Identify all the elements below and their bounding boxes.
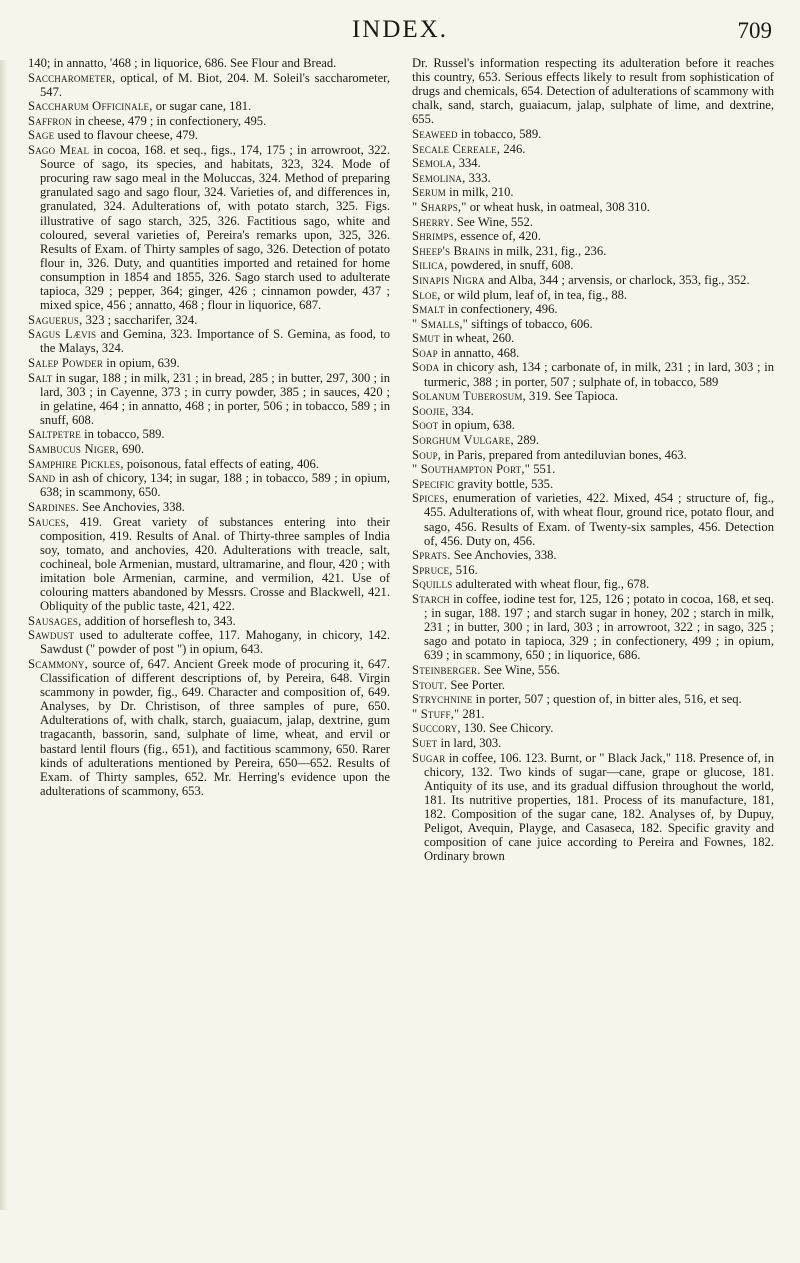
- index-entry-heading: Stout.: [412, 677, 448, 692]
- index-entry-heading: Scammony,: [28, 656, 88, 671]
- index-entry: [412, 331, 774, 345]
- index-column-left: [28, 56, 390, 798]
- index-entry-text: or sugar cane, 181.: [152, 99, 252, 114]
- index-entry-heading: Sardines.: [28, 499, 79, 514]
- index-entry-text: and Alba, 344 ; arvensis, or charlock, 353, fig., 352.: [484, 272, 750, 287]
- index-entry: [412, 258, 774, 272]
- index-entry: [28, 442, 390, 456]
- index-entry-heading: Sand: [28, 471, 56, 486]
- page-title: INDEX.: [351, 16, 448, 43]
- index-entry-text: source of, 647. Ancient Greek mode of procuring it, 647. Classification of different descriptions of, by Pereira, 648. Virgin scammony in powder, fig., 649. Character and composition of, 649. Analyses, by Dr. Christison, of three samples of pure, 650. Adulterations of, with chalk, starch, guaiacum, jalap, dextrine, gum tragacanth, bassorin, sand, sulphate of lime, wheat, and ervil or bastard lentil flours (fig., 651), and factitious scammony, 650. Rarer kinds of adulterations mentioned by Pereira, 650—652. Results of Exam. of Thirty samples, 652. Mr. Herring's evidence upon the adulterations of scammony, 653.: [40, 656, 390, 798]
- index-entry: [412, 692, 774, 706]
- index-entry-text: in ash of chicory, 134; in sugar, 188 ; in tobacco, 589 ; in opium, 638; in scammony, 650.: [40, 471, 390, 500]
- index-entry-heading: Sagus Lævis: [28, 327, 97, 342]
- index-entry-heading: Soap: [412, 345, 438, 360]
- index-entry-heading: Smut: [412, 331, 440, 346]
- index-entry: [412, 721, 774, 735]
- page-edge-shadow: [0, 60, 8, 1210]
- index-entry-text: enumeration of varieties, 422. Mixed, 454 ; structure of, fig., 455. Adulterations of, with wheat flour, ground rice, potato flour, and sago, 456. Results of Exam. of Twenty-six samples, 456. Detection of, 456. Duty on, 456.: [424, 491, 774, 548]
- index-entry-text: 551.: [530, 462, 556, 477]
- index-entry: [28, 114, 390, 128]
- index-entry-text: in milk, 231, fig., 236.: [490, 243, 607, 258]
- index-entry-text: in milk, 210.: [446, 185, 514, 200]
- index-entry: [412, 360, 774, 388]
- index-entry: [412, 171, 774, 185]
- index-entry-text: poisonous, fatal effects of eating, 406.: [123, 456, 319, 471]
- index-entry-heading: Sausages,: [28, 613, 82, 628]
- index-entry: [28, 313, 390, 327]
- index-entry-heading: Sambucus Niger,: [28, 442, 119, 457]
- index-entry-text: or wild plum, leaf of, in tea, fig., 88.: [440, 287, 628, 302]
- page-number: 709: [737, 18, 772, 43]
- index-entry: [412, 592, 774, 662]
- index-entry-heading: Saccharum Officinale,: [28, 99, 153, 114]
- index-entry-text: 419. Great variety of substances entering into their composition, 419. Results of Anal. of Thirty-three samples of India soy, tomato, and anchovies, 420. Adulterations with treacle, salt, cochineal, bole Armenian, mustard, ultramarine, and flour, 420 ; with imitation bole Armenian, carmine, and vermilion, 421. Use of colouring matters abandoned by Messrs. Crosse and Blackwell, 421. Obliquity of the public taste, 421, 422.: [40, 514, 390, 614]
- index-entry-text: or wheat husk, in oatmeal, 308 310.: [466, 199, 650, 214]
- index-entry: [412, 244, 774, 258]
- index-entry-text: in porter, 507 ; question of, in bitter ales, 516, et seq.: [472, 692, 742, 707]
- index-entry: [28, 614, 390, 628]
- index-entry: [28, 457, 390, 471]
- index-entry: [28, 71, 390, 99]
- index-entry: [28, 427, 390, 441]
- index-entry-text: in chicory ash, 134 ; carbonate of, in milk, 231 ; in lard, 303 ; in turmeric, 388 ; in porter, 507 ; sulphate of, in tobacco, 589: [424, 360, 774, 389]
- index-entry: [412, 156, 774, 170]
- index-entry-heading: Sawdust: [28, 628, 75, 643]
- index-entry-text: 334.: [455, 156, 481, 171]
- index-entry: [412, 229, 774, 243]
- index-entry: [412, 563, 774, 577]
- index-entry-text: in opium, 639.: [103, 355, 180, 370]
- index-entry-heading: Semolina,: [412, 170, 466, 185]
- index-entry-heading: Smalt: [412, 302, 445, 317]
- index-entry: [412, 663, 774, 677]
- index-entry: [412, 462, 774, 476]
- index-entry-text: in sugar, 188 ; in milk, 231 ; in bread, 285 ; in butter, 297, 300 ; in lard, 303 ; in Cayenne, 373 ; in curry powder, 385 ; in sauces, 420 ; in gelatine, 464 ; in annatto, 468 ; in porter, 506 ; in tobacco, 589 ; in snuff, 608.: [40, 370, 390, 427]
- index-entry: [412, 288, 774, 302]
- index-entry-heading: Sprats.: [412, 548, 451, 563]
- index-entry: [412, 185, 774, 199]
- index-entry-heading: Sorghum Vulgare,: [412, 432, 514, 447]
- index-entry: [412, 736, 774, 750]
- index-column-right: [412, 56, 774, 864]
- index-entry-heading: Salt: [28, 370, 53, 385]
- index-entry-heading: Salep Powder: [28, 355, 104, 370]
- index-entry-text: See Wine, 556.: [480, 662, 560, 677]
- index-entry-heading: Shrimps,: [412, 229, 458, 244]
- index-entry: [28, 356, 390, 370]
- index-entry-heading: Suet: [412, 735, 438, 750]
- index-entry-text: in tobacco, 589.: [457, 126, 542, 141]
- index-entry-heading: Steinberger.: [412, 662, 481, 677]
- index-entry-heading: Saltpetre: [28, 427, 81, 442]
- index-entry: [412, 491, 774, 547]
- index-entry: [28, 99, 390, 113]
- index-entry-heading: Starch: [412, 591, 450, 606]
- index-entry: [28, 500, 390, 514]
- index-entry-heading: Solanum Tuberosum,: [412, 389, 526, 404]
- index-entry-heading: Succory,: [412, 721, 461, 736]
- index-entry-text: in opium, 638.: [438, 418, 515, 433]
- index-entry-text: 334.: [448, 403, 474, 418]
- index-entry-heading: " Smalls,": [412, 316, 469, 331]
- index-entry-heading: Specific: [412, 476, 455, 491]
- index-entry-heading: Sinapis Nigra: [412, 272, 485, 287]
- index-entry-heading: Sugar: [412, 750, 446, 765]
- index-entry-text: addition of horseflesh to, 343.: [81, 613, 236, 628]
- index-entry-text: 130. See Chicory.: [460, 721, 554, 736]
- index-entry-text: used to flavour cheese, 479.: [54, 128, 199, 143]
- index-entry-heading: Soot: [412, 418, 439, 433]
- index-entry: [412, 389, 774, 403]
- index-entry-text: 246.: [500, 141, 526, 156]
- index-entry-heading: Saguerus,: [28, 312, 83, 327]
- index-entry-text: 281.: [459, 706, 485, 721]
- index-entry: [28, 143, 390, 312]
- index-entry: [412, 548, 774, 562]
- index-entry-heading: Saccharometer,: [28, 70, 116, 85]
- index-entry: [412, 215, 774, 229]
- index-entry: [412, 577, 774, 591]
- index-entry: [412, 477, 774, 491]
- index-entry-text: in wheat, 260.: [439, 331, 515, 346]
- index-entry: [412, 142, 774, 156]
- index-entry-heading: Semola,: [412, 156, 456, 171]
- index-entry: [412, 751, 774, 864]
- index-entry-heading: Soda: [412, 360, 440, 375]
- index-entry-text: in Paris, prepared from antediluvian bones, 463.: [441, 447, 687, 462]
- index-entry-text: in cocoa, 168. et seq., figs., 174, 175 ; in arrowroot, 322. Source of sago, its species, and habitats, 323, 324. Mode of procuring raw sago meal in the Moluccas, 324. Method of preparing granulated sago and sago flour, 324. Varieties of, and differences in, granulated, 324. Adulterations of, with potato starch, 325. Figs. illustrative of sago starch, 325, 326. Factitious sago, white and coloured, several varieties of, Pereira's remarks upon, 325, 326. Results of Exam. of Thirty samples of sago, 326. Detection of potato flour in, 326. Duty, and quantities imported and retained for home consumption in 1854 and 1855, 326. Sago starch used to adulterate tapioca, 329 ; pepper, 364; ginger, 426 ; cinnamon powder, 437 ; mixed spice, 456 ; annatto, 468 ; flour in liquorice, 687.: [40, 143, 390, 313]
- index-entry: [28, 657, 390, 798]
- index-entry-text: Dr. Russel's information respecting its adulteration before it reaches this country, 653. Serious effects likely to result from sophistication of drugs and chemicals, 654. Detection of adulterations of scammony with chalk, sand, starch, guaiacum, jalap, sulphate of lime, and dextrine, 655.: [412, 56, 774, 127]
- index-entry-text: gravity bottle, 535.: [454, 476, 554, 491]
- index-entry-text: 289.: [513, 432, 540, 447]
- index-entry-text: See Anchovies, 338.: [78, 499, 185, 514]
- index-entry: [412, 433, 774, 447]
- index-entry: [28, 471, 390, 499]
- index-entry: [412, 707, 774, 721]
- index-entry-text: in annatto, 468.: [437, 345, 520, 360]
- index-entry-text: in tobacco, 589.: [80, 427, 165, 442]
- index-entry: [412, 346, 774, 360]
- index-entry-heading: Silica,: [412, 258, 448, 273]
- index-entry-text: 140; in annatto, '468 ; in liquorice, 686. See Flour and Bread.: [28, 56, 337, 70]
- index-entry-text: in cheese, 479 ; in confectionery, 495.: [71, 113, 267, 128]
- index-entry-heading: Saffron: [28, 113, 72, 128]
- index-entry-heading: Squills: [412, 577, 453, 592]
- index-entry: [28, 371, 390, 427]
- index-entry-text: in coffee, 106. 123. Burnt, or " Black Jack," 118. Presence of, in chicory, 132. Two kinds of sugar—cane, grape or glucose, 181. Antiquity of its use, and its gradual diffusion throughout the world, 181. Its nutritive properties, 181. Process of its manufacture, 181, 182. Composition of the sugar cane, 182. Analyses of, by Dupuy, Peligot, Avequin, Playge, and Casaseca, 182. Specific gravity and composition of cane juice according to Pereira and Fownes, 182. Ordinary brown: [424, 750, 774, 864]
- index-entry-text: adulterated with wheat flour, fig., 678.: [452, 577, 650, 592]
- index-entry-text: 690.: [118, 442, 145, 457]
- index-entry-text: in lard, 303.: [437, 735, 502, 750]
- index-entry: [412, 317, 774, 331]
- index-entry-heading: " Stuff,": [412, 706, 460, 721]
- index-entry-heading: Sherry.: [412, 214, 454, 229]
- index-entry-heading: Sheep's Brains: [412, 243, 491, 258]
- index-entry-text: See Anchovies, 338.: [450, 548, 557, 563]
- index-entry: [28, 56, 390, 70]
- index-entry-text: optical, of M. Biot, 204. M. Soleil's saccharometer, 547.: [40, 70, 390, 99]
- index-entry: [412, 678, 774, 692]
- index-entry: [412, 404, 774, 418]
- index-entry-heading: Sage: [28, 128, 55, 143]
- index-entry-text: See Porter.: [447, 677, 505, 692]
- index-entry-heading: " Sharps,": [412, 199, 467, 214]
- index-entry: [28, 628, 390, 656]
- index-entry: [28, 515, 390, 614]
- index-entry-heading: Soup,: [412, 447, 442, 462]
- index-entry-heading: Samphire Pickles,: [28, 456, 124, 471]
- index-entry-text: 516.: [452, 562, 478, 577]
- index-entry: [28, 327, 390, 355]
- index-entry: [412, 302, 774, 316]
- index-entry-heading: Seaweed: [412, 126, 458, 141]
- index-entry: [412, 56, 774, 126]
- index-entry-heading: Sago Meal: [28, 143, 90, 158]
- index-entry-heading: Secale Cereale,: [412, 141, 501, 156]
- index-entry-heading: Sauces,: [28, 514, 70, 529]
- page-header: [20, 14, 780, 46]
- index-entry-heading: Spruce,: [412, 562, 453, 577]
- index-entry: [412, 418, 774, 432]
- index-entry-text: 333.: [465, 170, 491, 185]
- index-entry-text: used to adulterate coffee, 117. Mahogany, in chicory, 142. Sawdust (" powder of post ") in opium, 643.: [40, 628, 390, 657]
- index-entry: [412, 200, 774, 214]
- index-entry-text: 319. See Tapioca.: [525, 389, 619, 404]
- index-entry-text: siftings of tobacco, 606.: [468, 316, 593, 331]
- index-entry-text: essence of, 420.: [457, 229, 541, 244]
- index-entry-heading: Spices,: [412, 491, 449, 506]
- index-entry: [412, 273, 774, 287]
- index-entry-text: 323 ; saccharifer, 324.: [82, 312, 198, 327]
- index-entry: [412, 127, 774, 141]
- index-entry-text: in coffee, iodine test for, 125, 126 ; potato in cocoa, 168, et seq. ; in sugar, 188. 197 ; and starch sugar in honey, 202 ; starch in milk, 231 ; in butter, 300 ; in lard, 303 ; in arrowroot, 322 ; in sago, 325 ; sago and potato in tapioca, 329 ; in confectionery, 499 ; in opium, 639 ; in scammony, 650 ; in liquorice, 686.: [424, 591, 774, 663]
- index-entry-text: in confectionery, 496.: [444, 302, 558, 317]
- index-entry-text: See Wine, 552.: [453, 214, 533, 229]
- index-entry-heading: Sloe,: [412, 287, 441, 302]
- index-entry-heading: Soojie,: [412, 403, 449, 418]
- index-entry-heading: Serum: [412, 185, 447, 200]
- index-entry-text: and Gemina, 323. Importance of S. Gemina, as food, to the Malays, 324.: [40, 327, 390, 356]
- index-entry-text: powdered, in snuff, 608.: [447, 258, 574, 273]
- index-entry-heading: Strychnine: [412, 692, 473, 707]
- index-entry: [28, 128, 390, 142]
- index-entry-heading: " Southampton Port,": [412, 462, 531, 477]
- index-entry: [412, 448, 774, 462]
